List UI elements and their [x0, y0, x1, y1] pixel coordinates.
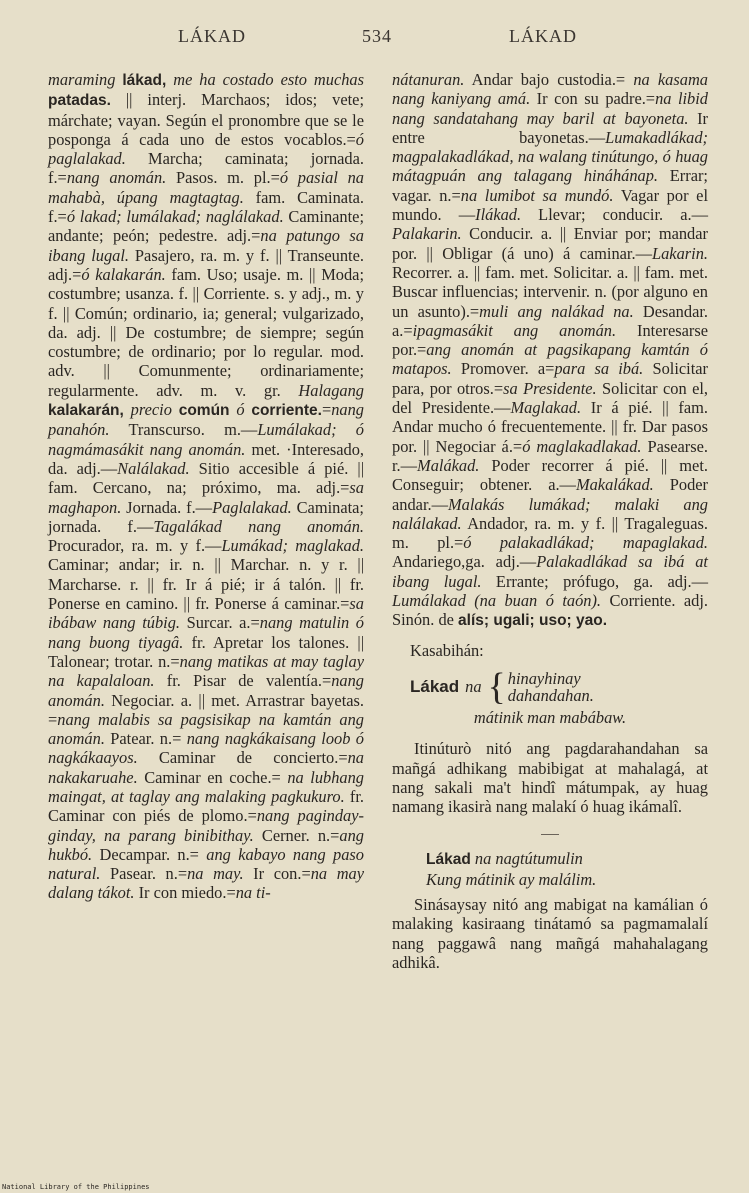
right_column-run: Ir á pié. || fam. Andar mucho ó frecuentemente. || fr. Dar pasos por. || Negociar á.=	[392, 398, 709, 456]
right_column-run: Maglakad.	[510, 398, 582, 418]
right_column-run: alís; ugali; uso; yao.	[458, 612, 608, 630]
right_column-run: para sa ibá.	[554, 359, 644, 379]
left-column-text	[48, 70, 364, 903]
left_column-run: met. ·Interesado, da. adj.—	[48, 439, 364, 478]
right_column-run: Errante; prófugo, ga. adj.—	[481, 571, 708, 591]
right_column-run: Errar; vagar. n.=	[392, 166, 708, 205]
left_column-run: fr. Pisar de valentía.=	[154, 671, 332, 691]
left_column-run: na patungo sa ibang lugal.	[48, 226, 365, 265]
proverb-1-alt-2: dahandahan.	[507, 685, 594, 705]
right_column-run: Ir con su padre.=	[530, 89, 656, 109]
left_column-run: ang hukbó.	[48, 825, 364, 864]
section-divider	[541, 834, 559, 835]
left_column-run: ó paglalakad.	[48, 129, 364, 169]
proverb-1-explanation: Itinúturò nitó ang pagdarahandahan sa mañgá adhikang mabibigat at mahalagá, at nang sakali ma't hindî mátumpak, ay huag namang ikasirà nang malakí ó huag ikámalî.	[392, 739, 708, 817]
left_column-run: na lubhang maingat, at taglay ang malaking pagkukuro.	[48, 767, 365, 806]
right_column-run: Llevar; conducir. a.—	[521, 205, 708, 225]
left_column-run: fam. Uso; usaje. m. || Moda; costumbre; usanza. f. || Corriente. s. y adj., m. y f. || Común; ordinario, ia; general; vulgarizado, da. adj. || De costumbre; de siempre; según costumbre; de ordinario; por lo regular. mod. adv. || Comunmente; ordinariamente; regularmente. adv. m. v. gr.	[48, 264, 364, 400]
right_column-run: ó maglakadlakad.	[522, 436, 642, 456]
kasabihan-section	[392, 641, 708, 973]
left_column-run: Caminata; jornada. f.—	[48, 497, 364, 536]
right_column-run: na libid nang sandatahang may baril at bayoneta.	[392, 89, 708, 128]
right_column-run: Desandar. a.=	[392, 301, 708, 340]
right_column-run: Poder recorrer á pié. || met. Conseguir; obtener. a.—	[392, 455, 708, 495]
right_column-run: Solicitar con el, del Presidente.—	[392, 378, 708, 418]
right_column-run: nátanuran.	[392, 70, 465, 89]
proverb-1-alt-1: hinayhinay	[507, 668, 581, 688]
left_column-run: ó	[229, 400, 252, 420]
right_column-run: Lumakadlákad; magpalakadlákad, na walang tinútungo, ó huag mátagpuán ang talagang hináhánap.	[392, 127, 708, 186]
left_column-run: Pasos. m. pl.=	[166, 168, 280, 188]
proverb-2-line2: Kung mátinik ay malálim.	[426, 869, 597, 889]
left_column-run: na may dalang tákot.	[48, 864, 364, 903]
right_column-run: sa Presidente.	[503, 378, 597, 398]
right_column-run: Andariego,ga. adj.—	[392, 552, 537, 572]
left_column-run: corriente.	[251, 402, 322, 420]
right_column-run: ipagmasákit ang anomán.	[412, 320, 617, 340]
left_column-run: Ir con miedo.=	[134, 883, 236, 903]
left_column-run: na may.	[187, 864, 244, 884]
right_column-run: Promover. a=	[451, 359, 555, 379]
left_column-run: nang malabis sa pagsisikap na kamtán ang anomán.	[48, 709, 364, 749]
right_column-run: Solicitar para, por otros.=	[392, 359, 708, 398]
left_column-run: Caminar; andar; ir. n. || Marchar. n. y r. || Marcharse. r. || fr. Ir á pié; ir á talón. || fr. Ponerse en camino. || fr. Ponerse á caminar.=	[48, 555, 364, 614]
left_column-run: sa ibábaw nang túbig.	[48, 594, 364, 633]
right_column-run: muli ang nalákad na.	[479, 301, 634, 321]
left_column-run: común	[178, 402, 230, 420]
right-column	[392, 70, 708, 972]
left_column-run: me ha costado esto muchas	[166, 70, 364, 89]
left_column-run: na ti-	[235, 883, 271, 903]
left_column-run: Cerner. n.=	[253, 825, 340, 845]
right_column-run: Lakarin.	[651, 243, 708, 263]
left_column-run: nang paginday-ginday, na parang binibithay.	[48, 806, 364, 845]
proverb-1-alternatives	[508, 670, 594, 704]
proverb-1-word: Lákad	[410, 677, 460, 697]
left_column-run: nang anomán.	[48, 671, 364, 710]
left_column-run: Halagang	[298, 380, 364, 400]
left_column-run: nang matulin ó nang buong tiyagâ.	[48, 613, 364, 652]
left_column-run: Negociar. a. || met. Arrastrar bayetas. =	[48, 690, 364, 729]
brace-glyph: {	[487, 665, 506, 708]
left_column-run: na nakakaruahe.	[48, 748, 364, 787]
left_column-run: Procurador, ra. m. y f.—	[48, 536, 222, 556]
right_column-run: Lumálakad (na buan ó taón).	[392, 591, 602, 611]
left_column-run: maraming	[48, 70, 123, 89]
left_column-run: Lumálakad; ó nagmámasákit nang anomán.	[48, 420, 364, 459]
left_column-run: || interj. Marchaos; idos; vete; márchate; vayan. Según el pronombre que se le posponga á cada uno de estos vocablos.=	[48, 90, 364, 149]
proverb-2-phrase: na nagtútumulin	[474, 849, 583, 869]
left_column-run: =	[321, 400, 332, 420]
left-column	[48, 70, 364, 903]
right_column-run: Pasearse. r.—	[392, 436, 709, 475]
left_column-run: Lumákad; maglakad.	[221, 536, 364, 556]
proverb-1	[410, 665, 708, 708]
left_column-run: fr. Caminar con piés de plomo.=	[48, 786, 364, 826]
right_column-run: Conducir. a. || Enviar por; mandar por. || Obligar (á uno) á caminar.—	[392, 224, 708, 263]
left_column-run: Patear. n.=	[104, 729, 187, 749]
right_column-run: Ir entre bayonetas.—	[392, 108, 708, 147]
left_column-run: Paglalakad.	[212, 497, 292, 517]
right_column-run: ó palakadlákad; mapaglakad.	[463, 533, 708, 553]
left_column-run: fam. Caminata. f.=	[48, 187, 364, 227]
right_column-run: Recorrer. a. || fam. met. Solicitar. a. || fam. met. Buscar influencias; intervenir. n. (por alguno en un asunto).=	[392, 262, 708, 321]
library-footer: National Library of the Philippines	[2, 1183, 150, 1191]
right_column-run: Corriente. adj. Sinón. de	[392, 591, 708, 630]
page-number: 534	[362, 26, 392, 46]
left_column-run: Marcha; caminata; jornada. f.=	[48, 149, 364, 188]
left_column-run: Sitio accesible á pié. || fam. Cercano, na; próximo, ma. adj.=	[48, 458, 364, 498]
left_column-run: Surcar. a.=	[180, 613, 260, 633]
right_column-run: Andador, ra. m. y f. || Tragaleguas. m. pl.=	[392, 513, 708, 553]
left_column-run: ó lakad; lumálakad; naglálakad.	[66, 207, 284, 227]
right-column-text	[392, 70, 708, 631]
left_column-run: Nalálakad.	[117, 458, 190, 478]
left_column-run: Decampar. n.=	[92, 844, 207, 864]
proverb-2-word: Lákad	[426, 851, 471, 869]
left_column-run: lákad,	[122, 72, 167, 89]
right_column-run: Ilákad.	[475, 205, 522, 225]
left_column-run: fr. Apretar los talones. || Talonear; trotar. n.=	[48, 632, 364, 671]
left_column-run: Caminante; andante; peón; pedestre. adj.=	[48, 207, 364, 246]
left_column-run: nang nagkákaisang loob ó nagkákaayos.	[48, 729, 364, 768]
left_column-run: ó kalakarán.	[81, 264, 166, 284]
proverb-2-explanation: Sinásaysay nitó ang mabigat na kamálian ó malaking kasiraang tinátamó sa pagmamalalí nang paggawâ nang mañgá mahahalagang adhikâ.	[392, 894, 708, 972]
left_column-run: ó pasial na mahabà, úpang magtagtag.	[48, 168, 364, 207]
right_column-run: Vagar por el mundo. —	[392, 185, 708, 225]
left_column-run: Tagalákad nang anomán.	[153, 516, 364, 536]
right_column-run: na kasama nang kaniyang amá.	[392, 70, 708, 109]
left_column-run: sa maghapon.	[48, 478, 364, 517]
left_column-run: Caminar de concierto.=	[137, 748, 348, 768]
right_column-run: Malákad.	[417, 455, 480, 475]
proverb-1-line2: mátinik man mabábaw.	[473, 707, 627, 727]
kasabihan-heading: Kasabihán:	[410, 640, 484, 660]
left_column-run: kalakarán,	[48, 402, 124, 420]
left_column-run: Pasear. n.=	[100, 864, 188, 884]
left_column-run: patadas.	[48, 92, 111, 110]
left_column-run: nang matikas at may taglay na kapalaloan.	[48, 651, 364, 691]
right_column-run: Interesarse por.=	[392, 320, 708, 360]
right_column-run: Poder andar.—	[392, 475, 708, 514]
right_column-run: ang anomán at pagsikapang kamtán ó matapos.	[392, 340, 708, 379]
left_column-run: nang panahón.	[48, 400, 364, 440]
right_column-run: Palakarin.	[392, 224, 462, 244]
left_column-run: Jornada. f.—	[121, 497, 213, 517]
right_column-run: Makalákad.	[575, 475, 654, 495]
left_column-run: Ir con.=	[243, 864, 311, 884]
left_column-run: Caminar en coche.=	[137, 767, 288, 787]
running-head-left: LÁKAD	[178, 26, 246, 46]
right_column-run: Palakadlákad sa ibá at ibang lugal.	[392, 552, 708, 591]
page-header	[0, 26, 749, 52]
proverb-2-line1	[426, 849, 708, 869]
right_column-run: na lumibot sa mundó.	[460, 185, 614, 205]
proverb-1-na: na	[465, 677, 482, 697]
left_column-run: Transcurso. m.—	[109, 420, 258, 440]
left_column-run: Pasajero, ra. m. y f. || Transeunte. adj.=	[48, 245, 364, 284]
left_column-run: precio	[123, 400, 179, 420]
right_column-run: Malakás lumákad; malaki ang nalálakad.	[392, 494, 708, 533]
left_column-run: ang kabayo nang paso natural.	[48, 844, 364, 884]
left_column-run: nang anomán.	[66, 168, 167, 188]
right_column-run: Andar bajo custodia.=	[464, 70, 634, 89]
running-head-right: LÁKAD	[509, 26, 577, 46]
